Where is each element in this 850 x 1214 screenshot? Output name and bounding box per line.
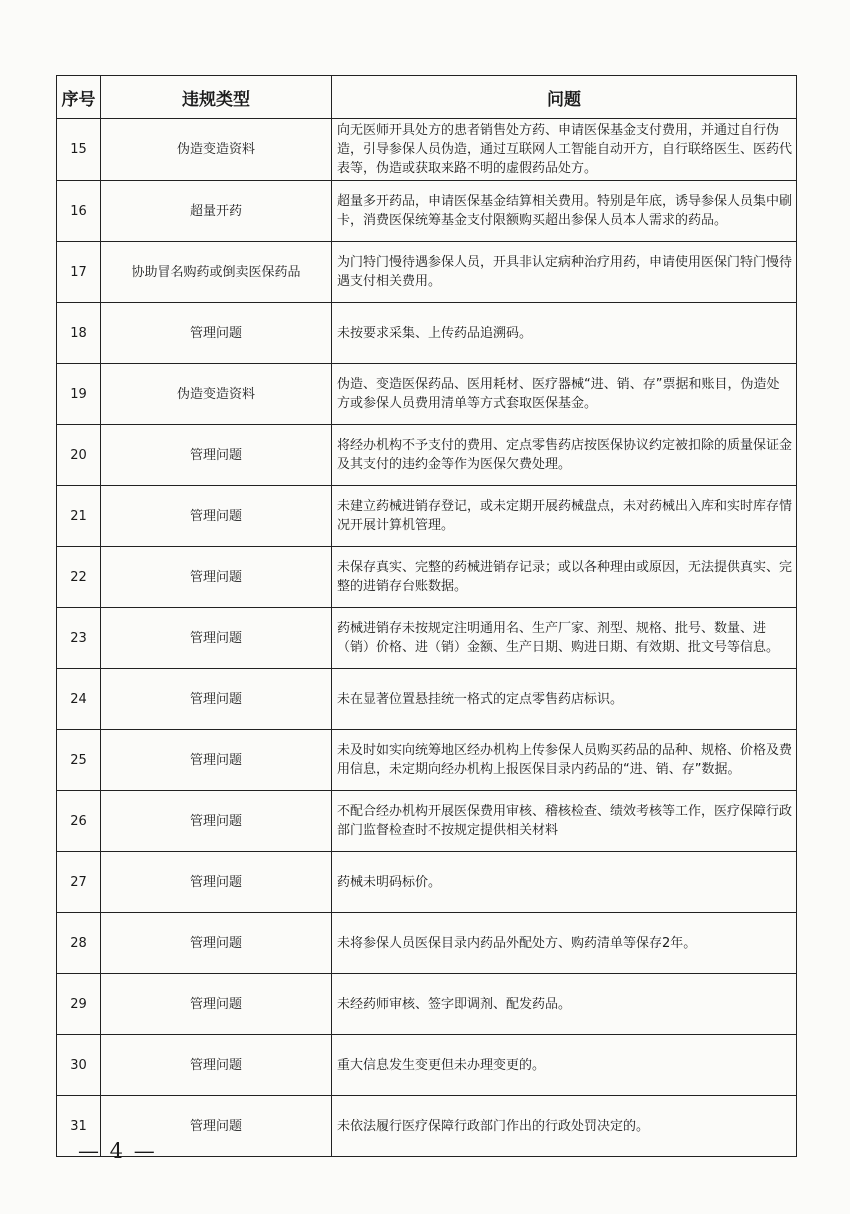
table-row (57, 486, 797, 547)
row-type: 管理问题 (101, 669, 332, 730)
row-issue: 不配合经办机构开展医保费用审核、稽核检查、绩效考核等工作，医疗保障行政部门监督检查时不按规定提供相关材料 (332, 791, 797, 852)
table-row (57, 364, 797, 425)
table-row (57, 730, 797, 791)
header-num: 序号 (57, 76, 101, 119)
row-type: 管理问题 (101, 486, 332, 547)
table-row (57, 547, 797, 608)
row-issue: 未按要求采集、上传药品追溯码。 (332, 303, 797, 364)
row-num: 15 (57, 119, 101, 181)
table-row (57, 303, 797, 364)
row-type: 协助冒名购药或倒卖医保药品 (101, 242, 332, 303)
row-num: 28 (57, 913, 101, 974)
row-type: 超量开药 (101, 181, 332, 242)
row-num: 29 (57, 974, 101, 1035)
row-num: 19 (57, 364, 101, 425)
row-num: 31 (57, 1096, 101, 1157)
row-issue: 药械进销存未按规定注明通用名、生产厂家、剂型、规格、批号、数量、进（销）价格、进（销）金额、生产日期、购进日期、有效期、批文号等信息。 (332, 608, 797, 669)
row-issue: 药械未明码标价。 (332, 852, 797, 913)
table-header-row (57, 76, 797, 119)
row-issue: 未建立药械进销存登记，或未定期开展药械盘点，未对药械出入库和实时库存情况开展计算机管理。 (332, 486, 797, 547)
table-row (57, 1096, 797, 1157)
row-issue: 未及时如实向统筹地区经办机构上传参保人员购买药品的品种、规格、价格及费用信息，未定期向经办机构上报医保目录内药品的“进、销、存”数据。 (332, 730, 797, 791)
table-row (57, 1035, 797, 1096)
row-issue: 未依法履行医疗保障行政部门作出的行政处罚决定的。 (332, 1096, 797, 1157)
row-type: 管理问题 (101, 303, 332, 364)
table-row (57, 913, 797, 974)
row-issue: 未经药师审核、签字即调剂、配发药品。 (332, 974, 797, 1035)
row-type: 管理问题 (101, 913, 332, 974)
row-num: 20 (57, 425, 101, 486)
row-num: 24 (57, 669, 101, 730)
row-type: 管理问题 (101, 1035, 332, 1096)
row-issue: 未保存真实、完整的药械进销存记录；或以各种理由或原因，无法提供真实、完整的进销存台账数据。 (332, 547, 797, 608)
header-type: 违规类型 (101, 76, 332, 119)
table-row (57, 181, 797, 242)
row-type: 管理问题 (101, 425, 332, 486)
row-type: 伪造变造资料 (101, 364, 332, 425)
table-row (57, 791, 797, 852)
row-type: 管理问题 (101, 608, 332, 669)
table-row (57, 608, 797, 669)
header-issue: 问题 (332, 76, 797, 119)
table-row (57, 852, 797, 913)
row-type: 管理问题 (101, 974, 332, 1035)
row-issue: 未将参保人员医保目录内药品外配处方、购药清单等保存2年。 (332, 913, 797, 974)
row-num: 18 (57, 303, 101, 364)
row-num: 16 (57, 181, 101, 242)
row-num: 26 (57, 791, 101, 852)
row-issue: 将经办机构不予支付的费用、定点零售药店按医保协议约定被扣除的质量保证金及其支付的违约金等作为医保欠费处理。 (332, 425, 797, 486)
row-type: 管理问题 (101, 852, 332, 913)
row-type: 管理问题 (101, 791, 332, 852)
table-row (57, 425, 797, 486)
row-type: 伪造变造资料 (101, 119, 332, 181)
row-issue: 重大信息发生变更但未办理变更的。 (332, 1035, 797, 1096)
row-issue: 超量多开药品，申请医保基金结算相关费用。特别是年底，诱导参保人员集中刷卡，消费医保统筹基金支付限额购买超出参保人员本人需求的药品。 (332, 181, 797, 242)
row-type: 管理问题 (101, 1096, 332, 1157)
row-num: 23 (57, 608, 101, 669)
row-issue: 向无医师开具处方的患者销售处方药、申请医保基金支付费用，并通过自行伪造，引导参保人员伪造，通过互联网人工智能自动开方，自行联络医生、医药代表等，伪造或获取来路不明的虚假药品处方。 (332, 119, 797, 181)
row-type: 管理问题 (101, 547, 332, 608)
row-issue: 为门特门慢待遇参保人员，开具非认定病种治疗用药，申请使用医保门特门慢待遇支付相关费用。 (332, 242, 797, 303)
violation-table (56, 75, 797, 1157)
row-num: 21 (57, 486, 101, 547)
table-row (57, 242, 797, 303)
row-num: 17 (57, 242, 101, 303)
row-num: 30 (57, 1035, 101, 1096)
row-num: 22 (57, 547, 101, 608)
table-row (57, 119, 797, 181)
table-row (57, 669, 797, 730)
row-num: 25 (57, 730, 101, 791)
row-type: 管理问题 (101, 730, 332, 791)
row-issue: 伪造、变造医保药品、医用耗材、医疗器械“进、销、存”票据和账目，伪造处方或参保人员费用清单等方式套取医保基金。 (332, 364, 797, 425)
table-row (57, 974, 797, 1035)
row-num: 27 (57, 852, 101, 913)
row-issue: 未在显著位置悬挂统一格式的定点零售药店标识。 (332, 669, 797, 730)
page-number: — 4 — (78, 1139, 157, 1163)
